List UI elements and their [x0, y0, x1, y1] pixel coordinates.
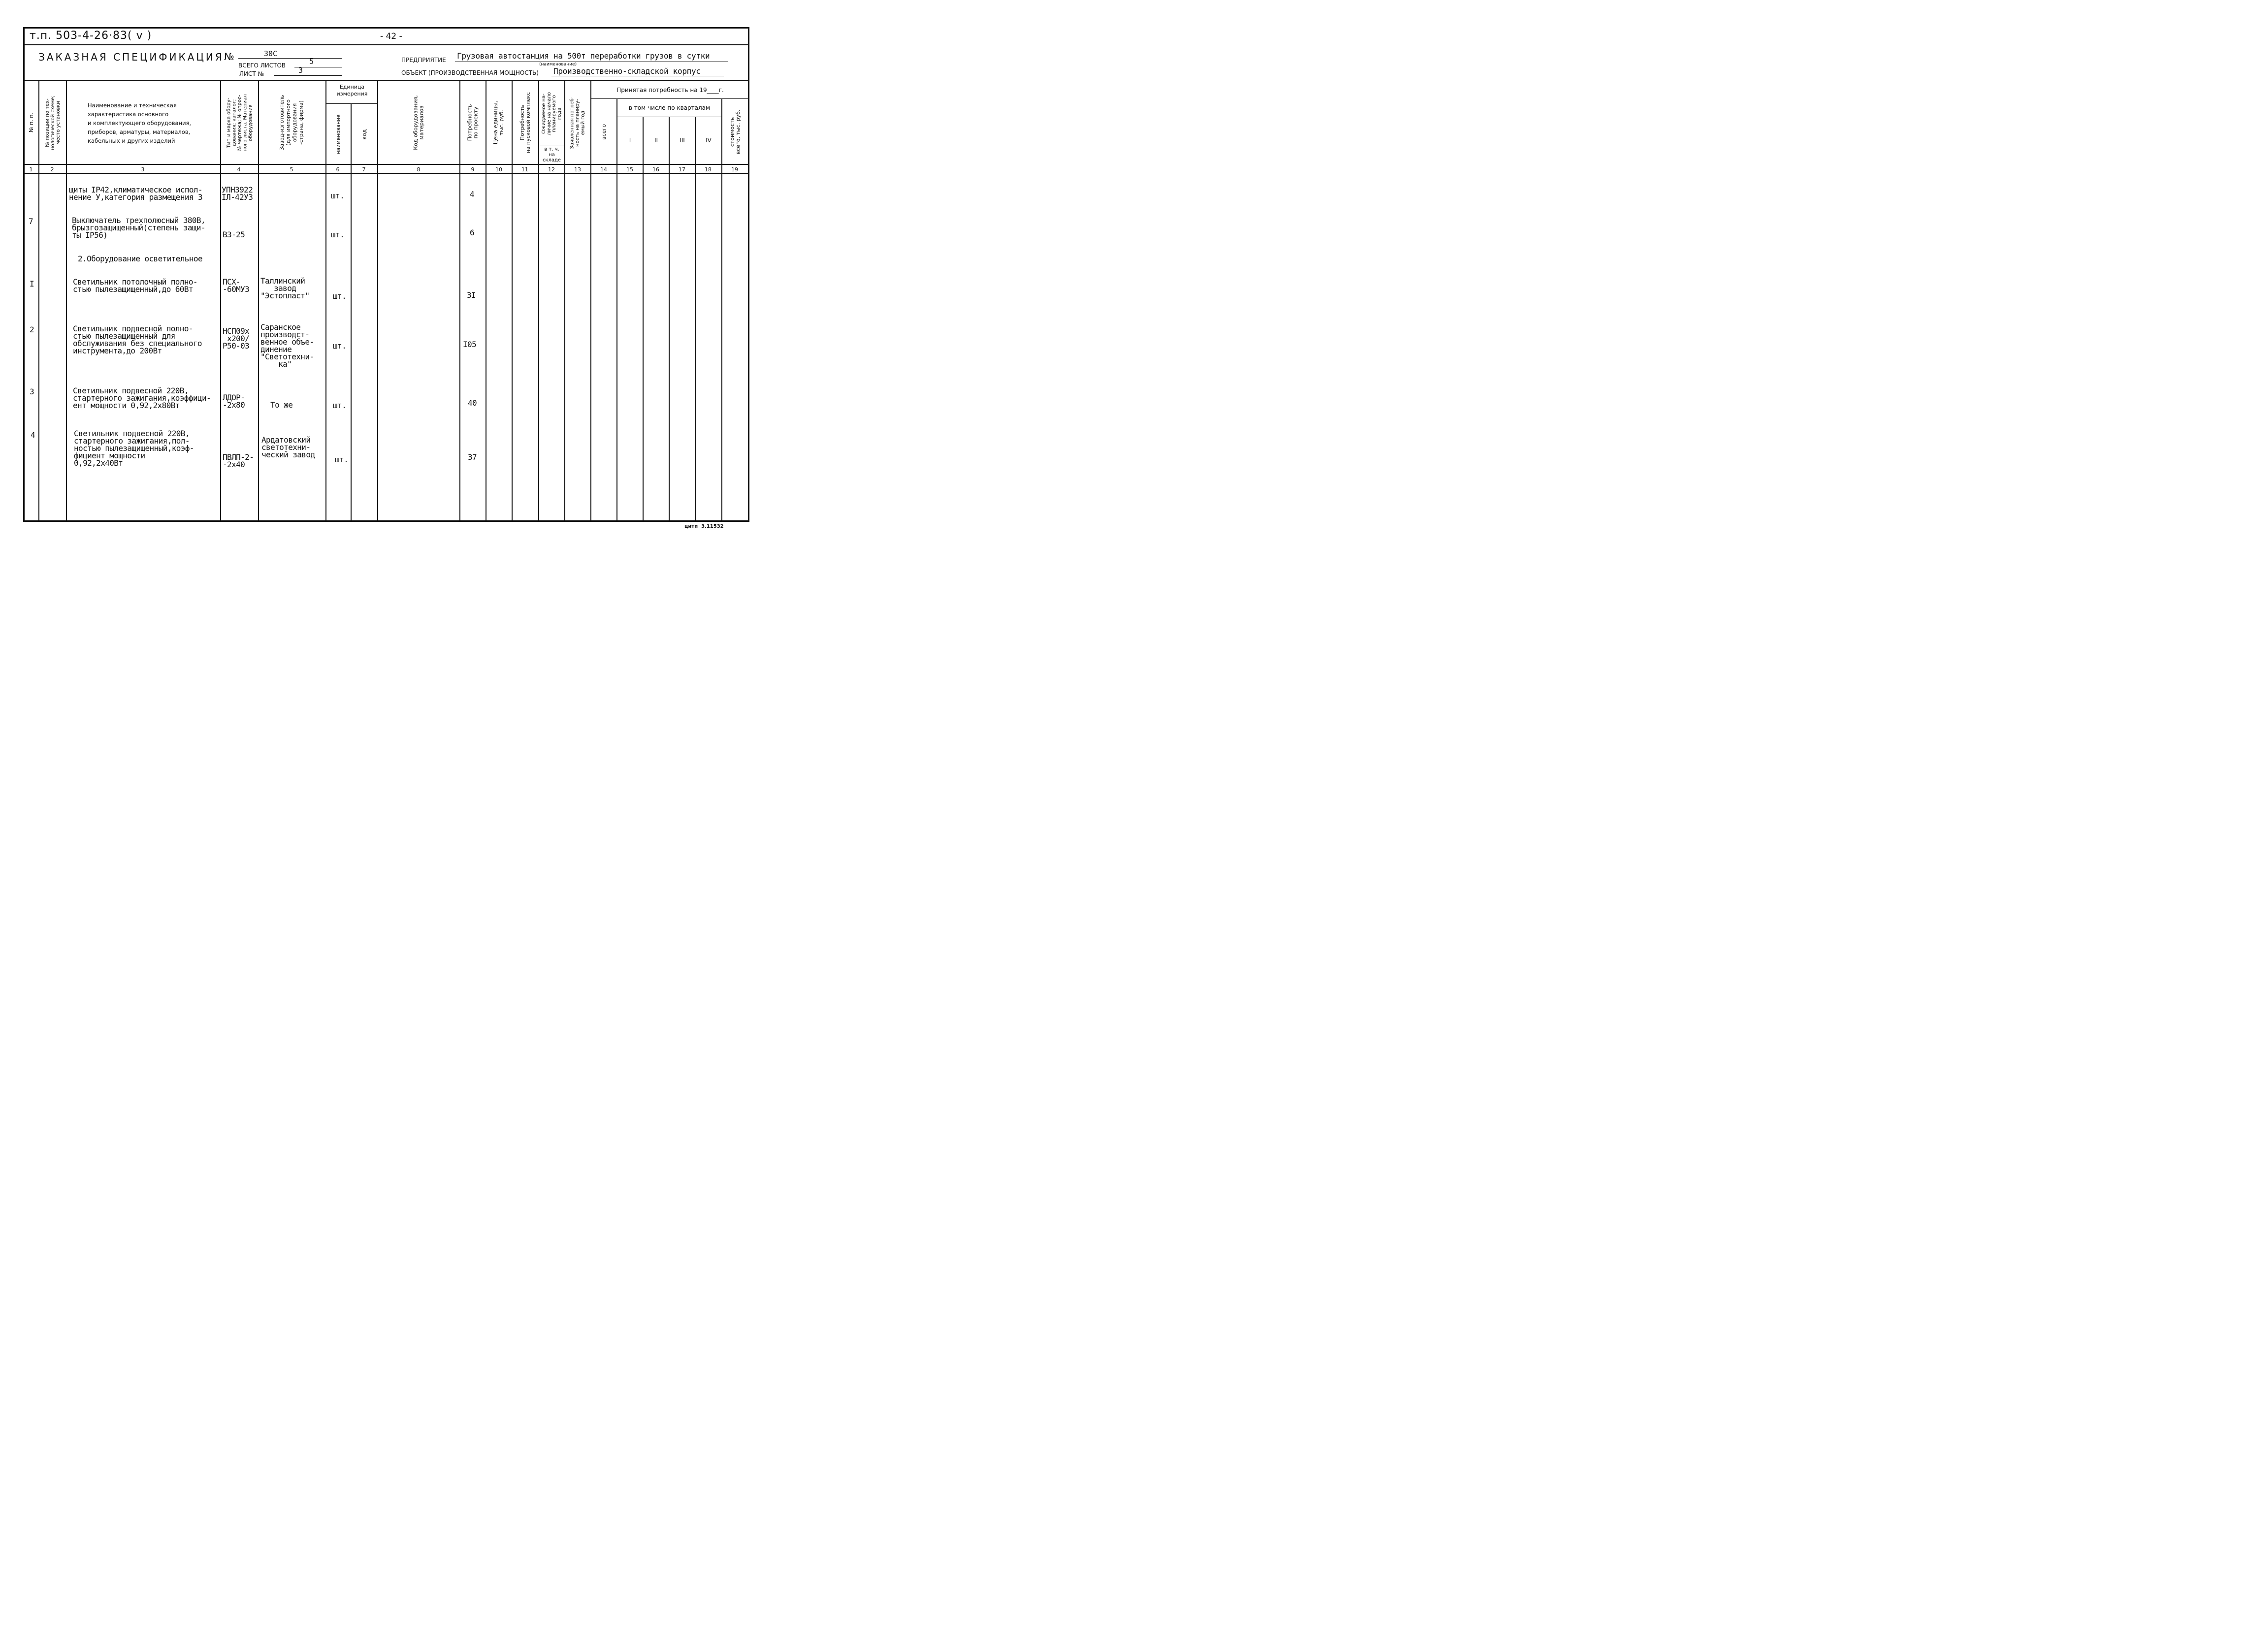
col-number: 15	[626, 166, 633, 173]
row-type: ВЗ-25	[223, 230, 245, 239]
row-unit: шт.	[331, 230, 345, 239]
footer-code: цитп 3.11532	[684, 524, 724, 529]
col-number: 14	[600, 166, 607, 173]
header-q3: III	[680, 137, 685, 144]
col-number: 2	[50, 166, 54, 173]
header-unit-name: наименование	[335, 114, 342, 154]
row-unit: шт.	[333, 401, 347, 410]
row-type: ПВЛП-2- -2х40	[223, 452, 254, 469]
frame-right	[748, 27, 749, 522]
colnum-bottom-divider	[23, 173, 749, 174]
colnum-top-divider	[23, 164, 749, 165]
row-pp: 3	[30, 387, 34, 396]
title-divider	[23, 44, 749, 45]
col-number: 8	[417, 166, 421, 173]
col-number: 12	[548, 166, 555, 173]
col-number: 19	[731, 166, 738, 173]
row-name: щиты IP42,климатическое испол- нение У,категория размещения 3	[69, 185, 202, 202]
row-maker: То же	[261, 400, 293, 410]
header-startup-need: Потребность на пусковой комплекс	[519, 92, 531, 153]
row-pp: 7	[29, 217, 33, 226]
sheet-label: ЛИСТ №	[239, 70, 264, 77]
row-qty: 3I	[467, 290, 476, 300]
spec-number: 30С	[264, 49, 278, 58]
row-type: ЛДОР- -2х80	[223, 393, 245, 410]
col-number: 13	[574, 166, 581, 173]
col-divider	[351, 103, 352, 521]
row-qty: 40	[468, 398, 477, 408]
col-number: 10	[495, 166, 502, 173]
frame-top	[23, 27, 749, 29]
row-type: ПСХ- -60МУЗ	[223, 277, 250, 294]
page-number: - 42 -	[380, 32, 402, 41]
header-in-stock: в т. ч. на складе	[542, 147, 561, 163]
col-number: 16	[652, 166, 659, 173]
row-name: Выключатель трехполюсный 380В, брызгозащищенный(степень защи- ты IP56)	[72, 216, 205, 240]
col-divider	[66, 80, 67, 521]
row-qty: 6	[470, 228, 475, 237]
row-maker: Ардатовский светотехни- ческий завод	[261, 435, 315, 459]
header-name: Наименование и техническая характеристика основного и комплектующего оборудования, приборов, арматуры, материалов, кабельных и других изделий	[88, 102, 192, 144]
frame-bottom	[23, 520, 749, 522]
col-number: 5	[290, 166, 293, 173]
header-unit-group: Единица измерения	[336, 84, 368, 97]
sheet-no-underline	[274, 75, 342, 76]
row-pp: 2	[30, 325, 34, 334]
col-divider	[616, 98, 617, 521]
col-number: 3	[141, 166, 145, 173]
header-maker: Завод-изготовитель (для импортного оборудования -страна, фирма)	[279, 95, 305, 151]
sheets-total: 5	[309, 57, 314, 66]
unit-group-divider	[325, 103, 378, 104]
row-type: УПН3922 IЛ-42У3	[222, 185, 253, 202]
col-divider	[643, 117, 644, 521]
spec-no-label: №	[224, 51, 234, 63]
header-total: всего	[600, 124, 607, 140]
row-pp: 4	[31, 430, 35, 440]
header-quarters: в том числе по кварталам	[628, 104, 711, 111]
col-number: 11	[521, 166, 528, 173]
doc-reference: т.п. 503-4-26·83( v )	[30, 30, 152, 42]
header-unit-code: код	[360, 129, 367, 139]
col-number: 4	[237, 166, 241, 173]
header-expected: Ожидаемое на- личие на начало планируемого года	[541, 92, 562, 135]
row-qty: 4	[470, 190, 475, 199]
accepted-divider	[590, 98, 749, 99]
header-equipment-code: Код оборудования, материалов	[412, 95, 425, 150]
col-number: 9	[471, 166, 475, 173]
row-qty: 37	[468, 452, 477, 462]
row-qty: I05	[463, 340, 477, 349]
header-q1: I	[629, 137, 631, 144]
col-divider	[669, 117, 670, 521]
row-type: НСП09х х200/ Р50-03	[223, 326, 250, 351]
object-label: ОБЪЕКТ (ПРОИЗВОДСТВЕННАЯ МОЩНОСТЬ)	[401, 69, 539, 76]
col-number: 6	[336, 166, 340, 173]
row-name: Светильник подвесной полно- стью пылезащищенный для обслуживания без специального инструмента,до 200Вт	[73, 324, 202, 355]
col-number: 7	[362, 166, 366, 173]
sheets-total-label: ВСЕГО ЛИСТОВ	[238, 62, 286, 69]
col-divider	[695, 117, 696, 521]
object-value: Производственно-складской корпус	[553, 66, 701, 76]
header-accepted: Принятая потребность на 19____г.	[616, 87, 724, 94]
row-maker: Таллинский завод "Эстопласт"	[260, 276, 310, 300]
header-project-need: Потребность по проекту	[466, 104, 479, 141]
header-q2: II	[654, 137, 658, 144]
row-name: Светильник подвесной 220В, стартерного зажигания,пол- ностью пылезащищенный,коэф- фициент мощности 0,92,2х40Вт	[74, 429, 194, 468]
row-maker: Саранское производст- венное объе- динение "Светотехни- ка"	[260, 322, 314, 369]
sheet-number: 3	[298, 66, 303, 75]
enterprise-label: ПРЕДПРИЯТИЕ	[401, 57, 446, 64]
spec-title: ЗАКАЗНАЯ СПЕЦИФИКАЦИЯ	[38, 51, 224, 63]
header-unit-price: Цена единицы, тыс. руб.	[492, 100, 505, 145]
naming-note: (наименование)	[539, 62, 577, 67]
row-name: Светильник потолочный полно- стью пылезащищенный,до 60Вт	[73, 277, 197, 294]
col-number: 1	[29, 166, 33, 173]
row-name: Светильник подвесной 220В, стартерного зажигания,коэффици- ент мощности 0,92,2х80Вт	[73, 386, 211, 410]
header-position: № позиции по тех- нологической схеме; место установки	[44, 95, 61, 150]
header-type: Тип и марка обору- дования; каталог; № чертежа; № опрос- ного листа. Материал оборудования	[226, 94, 254, 152]
row-unit: шт.	[333, 291, 347, 301]
row-unit: шт.	[333, 341, 347, 351]
section-heading: 2.Оборудование осветительное	[78, 254, 202, 263]
row-unit: шт.	[331, 191, 345, 200]
enterprise-value: Грузовая автостанция на 500т переработки грузов в сутки	[457, 51, 710, 61]
row-unit: шт.	[335, 455, 349, 464]
header-q4: IV	[706, 137, 712, 144]
row-pp: I	[30, 279, 34, 288]
col-number: 17	[679, 166, 685, 173]
header-cost: стоимость всего, тыс. руб.	[729, 109, 741, 154]
spec-no-underline	[238, 58, 342, 59]
header-pp: № п. п.	[28, 113, 34, 132]
header-declared-need: Заявленная потреб- ность на планиру- емый год	[570, 96, 586, 149]
col-number: 18	[705, 166, 712, 173]
